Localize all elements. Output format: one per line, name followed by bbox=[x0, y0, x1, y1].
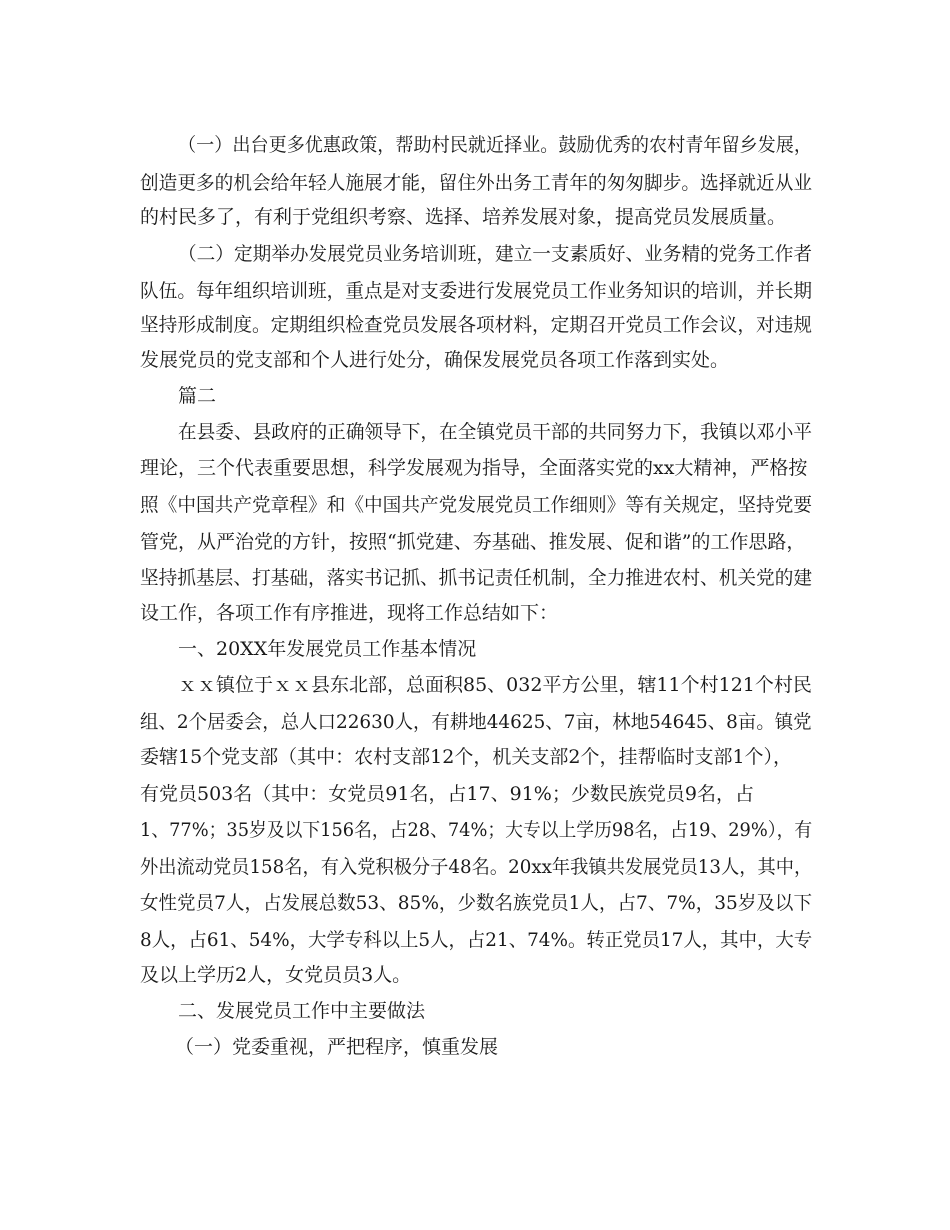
text-line: 理论，三个代表重要思想，科学发展观为指导，全面落实党的xx大精神，严格按 bbox=[140, 457, 808, 479]
section-heading: （一）党委重视，严把程序，慎重发展 bbox=[175, 1036, 499, 1058]
text-line: 坚持抓基层、打基础，落实书记抓、抓书记责任机制，全力推进农村、机关党的建 bbox=[140, 567, 813, 589]
section-heading: 二、发展党员工作中主要做法 bbox=[178, 1000, 426, 1022]
text-line: （二）定期举办发展党员业务培训班，建立一支素质好、业务精的党务工作者 bbox=[178, 243, 812, 265]
text-line: 坚持形成制度。定期组织检查党员发展各项材料，定期召开党员工作会议，对违规 bbox=[140, 314, 813, 336]
text-line: 女性党员7人，占发展总数53、85%，少数名族党员1人，占7、7%，35岁及以下 bbox=[140, 892, 812, 914]
section-heading: 一、20XX年发展党员工作基本情况 bbox=[178, 638, 477, 660]
text-line: 有党员503名（其中：女党员91名，占17、91%；少数民族党员9名，占 bbox=[140, 783, 754, 805]
text-line: 8人，占61、54%，大学专科以上5人，占21、74%。转正党员17人，其中，大专 bbox=[140, 929, 813, 951]
text-line: 照《中国共产党章程》和《中国共产党发展党员工作细则》等有关规定，坚持党要 bbox=[140, 494, 813, 516]
text-line: 发展党员的党支部和个人进行处分，确保发展党员各项工作落到实处。 bbox=[140, 349, 730, 371]
text-line: 的村民多了，有利于党组织考察、选择、培养发展对象，提高党员发展质量。 bbox=[140, 206, 787, 228]
text-line: 创造更多的机会给年轻人施展才能，留住外出务工青年的匆匆脚步。选择就近从业 bbox=[140, 172, 813, 194]
text-line: ｘｘ镇位于ｘｘ县东北部，总面积85、032平方公里，辖11个村121个村民 bbox=[178, 674, 812, 696]
text-line: 外出流动党员158名，有入党积极分子48名。20xx年我镇共发展党员13人，其中， bbox=[140, 856, 813, 878]
text-line: 组、2个居委会，总人口22630人，有耕地44625、7亩，林地54645、8亩。镇党 bbox=[140, 711, 812, 733]
text-line: 设工作，各项工作有序推进，现将工作总结如下： bbox=[140, 602, 559, 624]
text-line: 队伍。每年组织培训班，重点是对支委进行发展党员工作业务知识的培训，并长期 bbox=[140, 280, 813, 302]
text-line: 委辖15个党支部（其中：农村支部12个，机关支部2个，挂帮临时支部1个）， bbox=[140, 746, 793, 768]
text-line: 1、77%；35岁及以下156名，占28、74%；大专以上学历98名，占19、29%），有 bbox=[140, 819, 813, 841]
text-line: 在县委、县政府的正确领导下，在全镇党员干部的共同努力下，我镇以邓小平 bbox=[178, 421, 812, 443]
text-line: （一）出台更多优惠政策，帮助村民就近择业。鼓励优秀的农村青年留乡发展， bbox=[178, 134, 813, 156]
text-line: 管党，从严治党的方针，按照“抓党建、夯基础、推发展、促和谐”的工作思路， bbox=[140, 531, 806, 553]
section-heading: 篇二 bbox=[178, 385, 217, 407]
text-line: 及以上学历2人，女党员员3人。 bbox=[140, 964, 412, 986]
